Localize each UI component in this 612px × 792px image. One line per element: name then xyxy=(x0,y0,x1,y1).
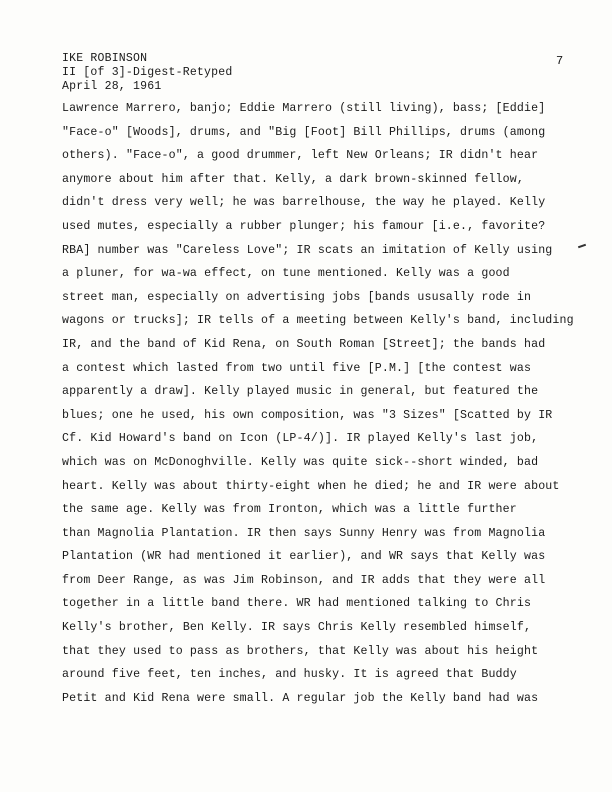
transcript-line: Kelly's brother, Ben Kelly. IR says Chris Kelly resembled himself, xyxy=(62,621,532,635)
transcript-line: didn't dress very well; he was barrelhouse, the way he played. Kelly xyxy=(62,196,546,210)
transcript-body xyxy=(62,97,582,710)
transcript-line: the same age. Kelly was from Ironton, which was a little further xyxy=(62,503,517,517)
transcript-line: that they used to pass as brothers, that Kelly was about his height xyxy=(62,644,539,658)
transcript-line: wagons or trucks]; IR tells of a meeting between Kelly's band, including xyxy=(62,314,574,328)
transcript-line: IR, and the band of Kid Rena, on South Roman [Street]; the bands had xyxy=(62,337,546,351)
page-number: 7 xyxy=(556,54,564,68)
transcript-line: Plantation (WR had mentioned it earlier), and WR says that Kelly was xyxy=(62,550,546,564)
interviewee-name: IKE ROBINSON xyxy=(62,52,148,65)
transcript-line: "Face-o" [Woods], drums, and "Big [Foot] Bill Phillips, drums (among xyxy=(62,125,546,139)
transcript-line: heart. Kelly was about thirty-eight when he died; he and IR were about xyxy=(62,479,560,493)
document-header xyxy=(62,52,232,94)
transcript-line: which was on McDonoghville. Kelly was quite sick--short winded, bad xyxy=(62,455,539,469)
transcript-line: blues; one he used, his own composition, was "3 Sizes" [Scatted by IR xyxy=(62,408,553,422)
transcript-line: street man, especially on advertising jobs [bands ususally rode in xyxy=(62,290,532,304)
transcript-line: around five feet, ten inches, and husky. It is agreed that Buddy xyxy=(62,668,517,682)
transcript-line: Lawrence Marrero, banjo; Eddie Marrero (still living), bass; [Eddie] xyxy=(62,102,546,115)
transcript-line: a pluner, for wa-wa effect, on tune mentioned. Kelly was a good xyxy=(62,267,510,281)
transcript-line: together in a little band there. WR had mentioned talking to Chris xyxy=(62,597,532,611)
transcript-line: others). "Face-o", a good drummer, left New Orleans; IR didn't hear xyxy=(62,149,539,163)
transcript-line: RBA] number was "Careless Love"; IR scats an imitation of Kelly using xyxy=(62,243,553,257)
transcript-line: anymore about him after that. Kelly, a dark brown-skinned fellow, xyxy=(62,172,524,186)
transcript-line: Cf. Kid Howard's band on Icon (LP-4/)]. IR played Kelly's last job, xyxy=(62,432,539,446)
transcript-line: than Magnolia Plantation. IR then says Sunny Henry was from Magnolia xyxy=(62,526,546,540)
transcript-line: a contest which lasted from two until five [P.M.] [the contest was xyxy=(62,361,532,375)
transcript-line: Petit and Kid Rena were small. A regular job the Kelly band had was xyxy=(62,691,539,705)
transcript-line: from Deer Range, as was Jim Robinson, and IR adds that they were all xyxy=(62,573,546,587)
interview-date: April 28, 1961 xyxy=(62,80,162,93)
reel-info: II [of 3]-Digest-Retyped xyxy=(62,66,233,79)
transcript-line: apparently a draw]. Kelly played music in general, but featured the xyxy=(62,385,539,399)
transcript-line: used mutes, especially a rubber plunger; his famour [i.e., favorite? xyxy=(62,219,546,233)
